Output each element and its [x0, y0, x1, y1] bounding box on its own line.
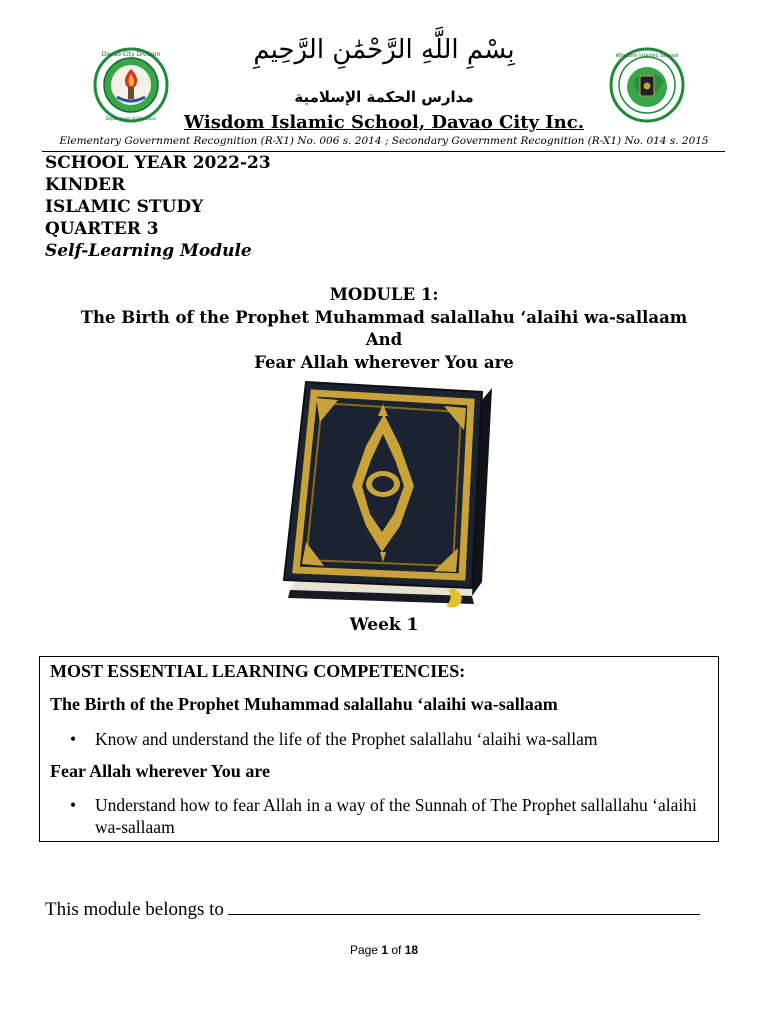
- grade-level: KINDER: [45, 175, 126, 195]
- module-info: [45, 152, 271, 262]
- belongs-label: This module belongs to: [45, 899, 224, 920]
- school-name-arabic: مدارس الحكمة الإسلامية: [294, 88, 474, 106]
- right-logo-text: Wisdom Islamic School: [615, 53, 679, 59]
- bismillah-calligraphy: بِسْمِ اللَّهِ الرَّحْمَٰنِ الرَّحِيمِ: [253, 35, 515, 65]
- left-logo-subtext: Department of Education: [105, 116, 157, 121]
- page-of: of: [391, 943, 402, 957]
- module-owner-line: [45, 897, 700, 921]
- owner-name-blank[interactable]: [228, 897, 700, 915]
- module-number: MODULE 1:: [329, 285, 439, 304]
- competency-topic-2: Fear Allah wherever You are: [50, 761, 270, 781]
- competencies-box: MOST ESSENTIAL LEARNING COMPETENCIES: The Birth of the Prophet Muhammad salallahu ‘alaihi wa-sallaam • Know and understand the life of the Prophet salallahu ‘alaihi wa-sallam Fear Allah wherever You are • Understand how to fear Allah in a way of the Sunnah of The Prophet sallallahu ‘alaihi wa-sallaam: [39, 656, 719, 842]
- government-recognition: Elementary Government Recognition (R-X1) No. 006 s. 2014 ; Secondary Government Recognition (R-X1) No. 014 s. 2015: [59, 135, 709, 147]
- quran-book-image: [276, 376, 498, 612]
- module-conjunction: And: [365, 330, 403, 349]
- page-indicator: [0, 943, 768, 957]
- module-title-1: The Birth of the Prophet Muhammad salallahu ‘alaihi wa-sallaam: [80, 307, 688, 327]
- page-total: 18: [404, 943, 419, 957]
- module-type: Self-Learning Module: [45, 241, 252, 261]
- school-year: SCHOOL YEAR 2022-23: [45, 153, 271, 173]
- page-current: 1: [381, 943, 388, 957]
- week-label: Week 1: [349, 615, 419, 635]
- module-title-2: Fear Allah wherever You are: [254, 352, 514, 372]
- subject: ISLAMIC STUDY: [45, 197, 204, 217]
- bullet-icon: •: [70, 795, 77, 815]
- competencies-heading: MOST ESSENTIAL LEARNING COMPETENCIES:: [50, 661, 466, 681]
- bullet-icon: •: [70, 729, 77, 749]
- module-title-block: [0, 284, 768, 374]
- quarter: QUARTER 3: [45, 219, 159, 239]
- page-prefix: Page: [349, 943, 378, 957]
- left-logo-text: Davao City Division: [101, 51, 161, 58]
- school-name: Wisdom Islamic School, Davao City Inc.: [184, 112, 584, 133]
- competency-topic-1: The Birth of the Prophet Muhammad salallahu ‘alaihi wa-sallaam: [50, 694, 558, 714]
